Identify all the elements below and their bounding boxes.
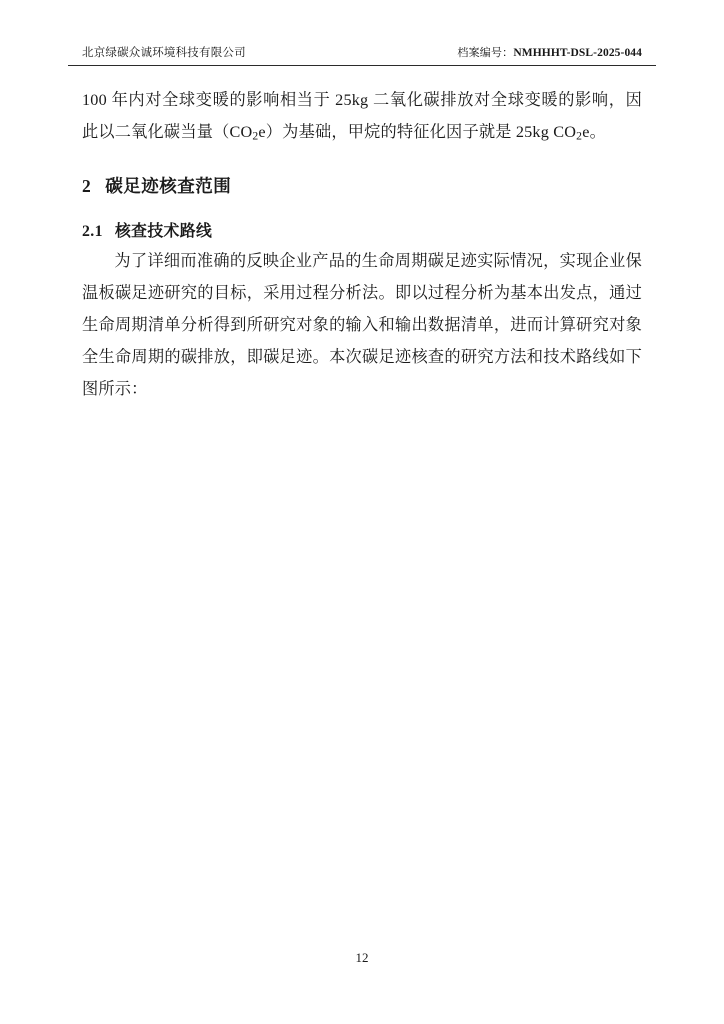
paragraph-continued-part3: e。 bbox=[582, 123, 606, 141]
page-footer bbox=[0, 950, 724, 966]
header-doc-label: 档案编号： bbox=[457, 47, 514, 59]
co2e-subscript-2: 2 bbox=[576, 129, 583, 143]
heading-section-2-1-number: 2.1 bbox=[82, 222, 103, 240]
paragraph-continued-part1: 100 年内对全球变暖的影响相当于 25kg 二氧化碳排放对全球变暖的影响，因此以二氧化碳当量（CO bbox=[82, 91, 642, 141]
paragraph-continued bbox=[82, 84, 642, 153]
paragraph-continued-part2: e）为基础，甲烷的特征化因子就是 25kg CO bbox=[258, 123, 577, 141]
heading-section-2-1 bbox=[82, 218, 642, 241]
header-company-name: 北京绿碳众诚环境科技有限公司 bbox=[82, 47, 246, 59]
figure-placeholder-area bbox=[82, 407, 642, 837]
heading-section-2 bbox=[82, 173, 642, 198]
co2e-subscript-1: 2 bbox=[252, 129, 259, 143]
heading-section-2-1-text: 核查技术路线 bbox=[114, 222, 213, 240]
header-doc-code: NMHHHT-DSL-2025-044 bbox=[513, 47, 642, 59]
page-number: 12 bbox=[355, 950, 369, 965]
paragraph-technical-route: 为了详细而准确的反映企业产品的生命周期碳足迹实际情况，实现企业保温板碳足迹研究的目标，采用过程分析法。即以过程分析为基本出发点，通过生命周期清单分析得到所研究对象的输入和输出数据清单，进而计算研究对象全生命周期的碳排放，即碳足迹。本次碳足迹核查的研究方法和技术路线如下图所示： bbox=[82, 251, 642, 398]
header-doc-number bbox=[457, 44, 642, 60]
page-header bbox=[68, 44, 656, 66]
heading-section-2-number: 2 bbox=[82, 175, 92, 196]
page-content bbox=[68, 84, 656, 837]
heading-section-2-text: 碳足迹核查范围 bbox=[105, 175, 232, 196]
